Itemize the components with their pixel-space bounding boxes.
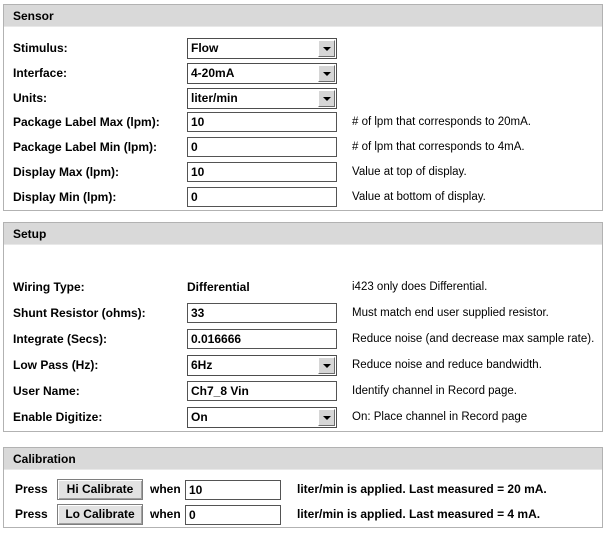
lo-calibrate-press-label: Press — [15, 507, 48, 521]
low-pass-description: Reduce noise and reduce bandwidth. — [352, 359, 542, 371]
integrate-input[interactable] — [187, 329, 337, 349]
package-label-min-input[interactable] — [187, 137, 337, 157]
wiring-type-value: Differential — [187, 280, 250, 294]
integrate-description: Reduce noise (and decrease max sample rate). — [352, 333, 595, 345]
low-pass-dropdown[interactable] — [187, 355, 337, 376]
enable-digitize-dropdown-button[interactable] — [318, 409, 335, 426]
user-name-label: User Name: — [13, 384, 80, 398]
shunt-resistor-label: Shunt Resistor (ohms): — [13, 306, 146, 320]
calibration-section — [3, 447, 603, 528]
hi-calibrate-button[interactable]: Hi Calibrate — [57, 479, 143, 500]
enable-digitize-dropdown[interactable] — [187, 407, 337, 428]
wiring-type-label: Wiring Type: — [13, 280, 85, 294]
low-pass-value: 6Hz — [191, 358, 213, 372]
interface-value: 4-20mA — [191, 66, 235, 80]
hi-calibrate-input[interactable] — [185, 480, 281, 500]
chevron-down-icon — [323, 47, 331, 51]
display-min-label: Display Min (lpm): — [13, 190, 117, 204]
chevron-down-icon — [323, 72, 331, 76]
user-name-input[interactable] — [187, 381, 337, 401]
enable-digitize-label: Enable Digitize: — [13, 410, 103, 424]
hi-calibrate-press-label: Press — [15, 482, 48, 496]
setup-section — [3, 222, 603, 432]
interface-dropdown[interactable] — [187, 63, 337, 84]
wiring-type-description: i423 only does Differential. — [352, 281, 488, 293]
stimulus-label: Stimulus: — [13, 41, 68, 55]
lo-calibrate-input[interactable] — [185, 505, 281, 525]
display-min-description: Value at bottom of display. — [352, 191, 486, 203]
package-label-max-description: # of lpm that corresponds to 20mA. — [352, 116, 531, 128]
display-min-input[interactable] — [187, 187, 337, 207]
package-label-max-input[interactable] — [187, 112, 337, 132]
display-max-description: Value at top of display. — [352, 166, 467, 178]
lo-calibrate-description: liter/min is applied. Last measured = 4 mA. — [297, 507, 541, 521]
interface-dropdown-button[interactable] — [318, 65, 335, 82]
integrate-label: Integrate (Secs): — [13, 332, 108, 346]
package-label-min-description: # of lpm that corresponds to 4mA. — [352, 141, 525, 153]
chevron-down-icon — [323, 416, 331, 420]
enable-digitize-value: On — [191, 410, 208, 424]
stimulus-value: Flow — [191, 41, 219, 55]
display-max-label: Display Max (lpm): — [13, 165, 120, 179]
shunt-resistor-input[interactable] — [187, 303, 337, 323]
calibration-section-header: Calibration — [4, 448, 602, 470]
sensor-section-header: Sensor — [4, 5, 602, 27]
enable-digitize-description: On: Place channel in Record page — [352, 411, 528, 423]
package-label-min-label: Package Label Min (lpm): — [13, 140, 158, 154]
units-dropdown[interactable] — [187, 88, 337, 109]
display-max-input[interactable] — [187, 162, 337, 182]
package-label-max-label: Package Label Max (lpm): — [13, 115, 160, 129]
units-label: Units: — [13, 91, 47, 105]
lo-calibrate-button[interactable]: Lo Calibrate — [57, 504, 143, 525]
low-pass-dropdown-button[interactable] — [318, 357, 335, 374]
chevron-down-icon — [323, 364, 331, 368]
hi-calibrate-description: liter/min is applied. Last measured = 20 mA. — [297, 482, 547, 496]
chevron-down-icon — [323, 97, 331, 101]
user-name-description: Identify channel in Record page. — [352, 385, 517, 397]
stimulus-dropdown[interactable] — [187, 38, 337, 59]
stimulus-dropdown-button[interactable] — [318, 40, 335, 57]
hi-calibrate-when-label: when — [150, 482, 181, 496]
sensor-section — [3, 4, 603, 211]
lo-calibrate-when-label: when — [150, 507, 181, 521]
shunt-resistor-description: Must match end user supplied resistor. — [352, 307, 549, 319]
interface-label: Interface: — [13, 66, 68, 80]
low-pass-label: Low Pass (Hz): — [13, 358, 99, 372]
units-value: liter/min — [191, 91, 238, 105]
units-dropdown-button[interactable] — [318, 90, 335, 107]
setup-section-header: Setup — [4, 223, 602, 245]
